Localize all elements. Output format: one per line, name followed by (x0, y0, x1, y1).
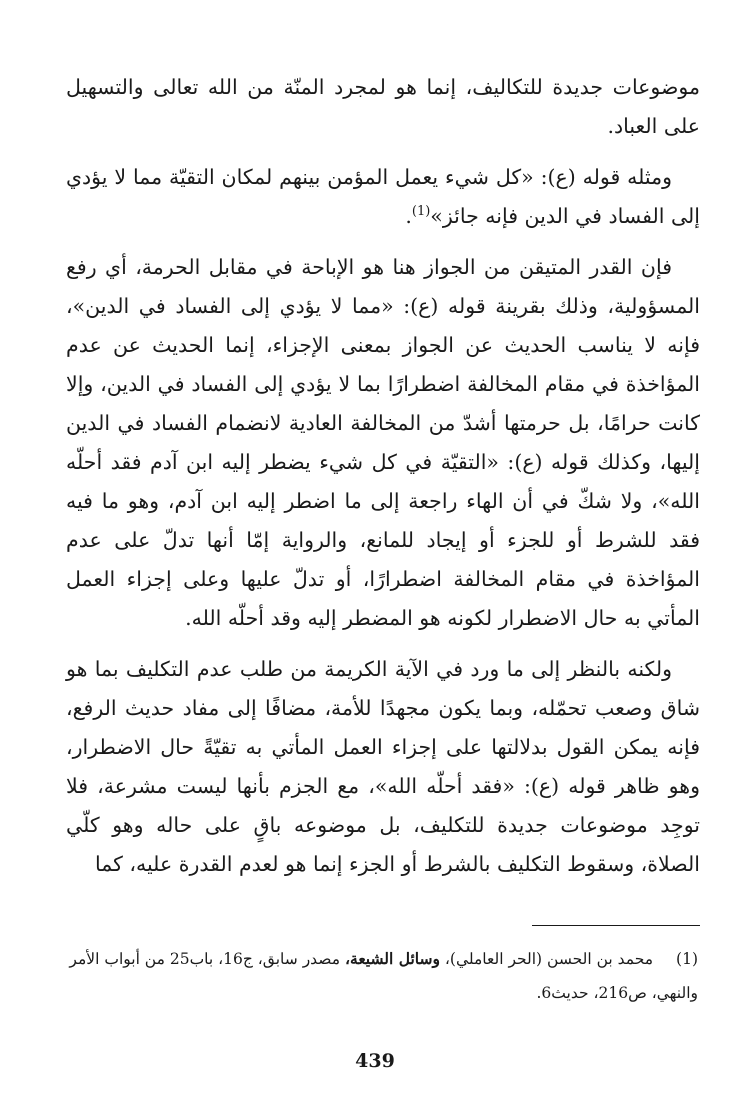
page-body (66, 68, 700, 896)
footnote-reference[interactable]: (1) (411, 204, 431, 220)
paragraph-2-text: ومثله قوله (ع): «كل شيء يعمل المؤمن بينهم لمكان التقيّة مما لا يؤدي إلى الفساد في الدين فإنه جائز» (66, 165, 700, 228)
paragraph-4: ولكنه بالنظر إلى ما ورد في الآية الكريمة من طلب عدم التكليف بما هو شاق وصعب تحمّله، وبما يكون مجهدًا للأمة، مضافًا إلى مفاد حديث الرفع، فإنه يمكن القول بدلالتها على إجزاء العمل المأتي به تقيّةً حال الاضطرار، وهو ظاهر قوله (ع): «فقد أحلّه الله»، مع الجزم بأنها ليست مشرعة، فلا توجِد موضوعات جديدة للتكليف، بل موضوعه باقٍ على حاله وهو كلّي الصلاة، وسقوط التكليف بالشرط أو الجزء إنما هو لعدم القدرة عليه، كما (66, 657, 700, 876)
footnotes (58, 942, 698, 1010)
page-number: 439 (355, 1050, 395, 1072)
footnote-author: محمد بن الحسن (الحر العاملي)، (444, 950, 654, 968)
footnote-divider (532, 925, 700, 926)
paragraph-2-end: . (405, 204, 412, 228)
footnote-item (58, 942, 698, 1010)
footnote-number: (1) (676, 950, 698, 968)
paragraph-3: فإن القدر المتيقن من الجواز هنا هو الإباحة في مقابل الحرمة، أي رفع المسؤولية، وذلك بقرينة قوله (ع): «مما لا يؤدي إلى الفساد في الدين»، فإنه لا يناسب الحديث عن الجواز بمعنى الإجزاء، إنما الحديث عن عدم المؤاخذة في مقام المخالفة اضطرارًا بما لا يؤدي إلى الفساد في الدين، وإلا كانت حرامًا، بل حرمتها أشدّ من المخالفة العادية لانضمام الفساد في الدين إليها، وكذلك قوله (ع): «التقيّة في كل شيء يضطر إليه ابن آدم فقد أحلّه الله»، ولا شكّ في أن الهاء راجعة إلى ما اضطر إليه ابن آدم، وهو ما فيه فقد للشرط أو للجزء أو إيجاد للمانع، والرواية إمّا أنها تدلّ على عدم المؤاخذة في مقام المخالفة اضطرارًا، أو تدلّ عليها وعلى إجزاء العمل المأتي به حال الاضطرار لكونه هو المضطر إليه وقد أحلّه الله. (66, 255, 700, 630)
paragraph-2 (66, 158, 700, 236)
footnote-details: مصدر سابق، ج16، باب25 من أبواب الأمر والنهي، ص216، حديث6. (69, 950, 698, 1002)
paragraph-1: موضوعات جديدة للتكاليف، إنما هو لمجرد المنّة من الله تعالى والتسهيل على العباد. (66, 75, 700, 138)
footnote-title: وسائل الشيعة، (345, 949, 440, 968)
